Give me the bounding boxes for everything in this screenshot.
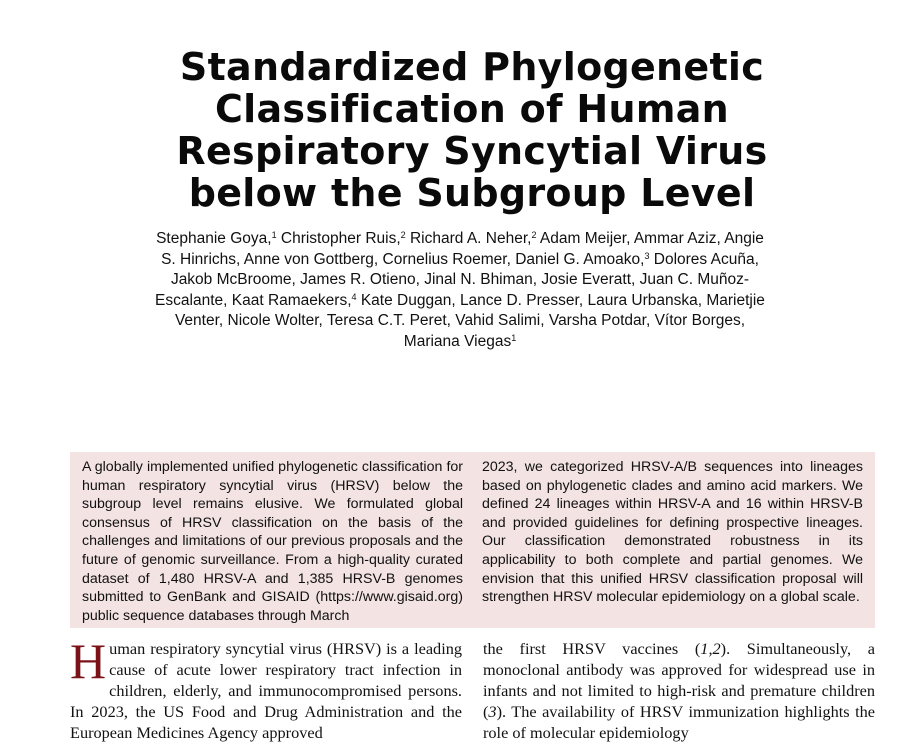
affiliation-marker: 3 xyxy=(644,250,650,261)
author-name: Richard A. Neher, xyxy=(409,230,532,247)
author-name: Kate Duggan, xyxy=(360,291,456,309)
body-paragraph-start: uman respiratory syncytial virus (HRSV) is a leading cause of acute lower respiratory tract infection in children, elderly, and immunocompromised persons. In 2023, the US Food and Drug Administration and the European Medicines Agency approved xyxy=(70,639,462,742)
author-name: Nicole Wolter, xyxy=(227,312,323,329)
body-column-left xyxy=(70,633,462,743)
drop-cap: H xyxy=(70,633,107,689)
affiliation-marker: 4 xyxy=(351,291,357,302)
author-name: Stephanie Goya, xyxy=(156,230,272,247)
abstract-box xyxy=(70,452,875,628)
body-column-right xyxy=(483,638,875,743)
author-name: Cornelius Roemer, xyxy=(382,250,511,268)
author-list xyxy=(150,229,770,352)
author-name: Christopher Ruis, xyxy=(280,230,401,247)
author-name: Teresa C.T. Peret, xyxy=(326,312,451,329)
author-name: Ammar Aziz, xyxy=(633,230,721,247)
author-name: Varsha Potdar, xyxy=(548,312,651,329)
author-name: Lance D. Presser, xyxy=(459,291,584,309)
author-name: Marietjie Venter, xyxy=(174,291,765,329)
affiliation-marker: 2 xyxy=(400,230,406,240)
body-text-segment: ). Simultaneously, a monoclonal antibody was approved for widespread use in infants and not limited to high-risk and premature children ( xyxy=(483,639,875,721)
author-name: Laura Urbanska, xyxy=(587,291,703,309)
author-name: Jakob McBroome, xyxy=(170,271,296,288)
body-text xyxy=(70,633,875,743)
author-name: Daniel G. Amoako, xyxy=(515,250,645,268)
abstract-column-right: 2023, we categorized HRSV-A/B sequences into lineages based on phylogenetic clades and amino acid markers. We defined 24 lineages within HRSV-A and 16 within HRSV-B and provided guidelines for defining prospective lineages. Our classification demonstrated robustness in its applicability to both complete and partial genomes. We envision that this unified HRSV classification proposal will strengthen HRSV molecular epidemiology on a global scale. xyxy=(482,459,863,606)
body-text-segment: the first HRSV vaccines ( xyxy=(483,639,701,658)
affiliation-marker: 1 xyxy=(511,332,517,343)
citation-ref: 1,2 xyxy=(700,639,721,658)
article-title: Standardized Phylogenetic Classification of Human Respiratory Syncytial Virus below the Subgroup Level xyxy=(176,45,768,215)
author-name: Anne von Gottberg, xyxy=(243,250,379,268)
author-name: Kaat Ramaekers, xyxy=(231,291,352,309)
author-name: Josie Everatt, xyxy=(541,271,636,288)
affiliation-marker: 1 xyxy=(271,230,277,240)
affiliation-marker: 2 xyxy=(531,230,537,240)
author-name: Vahid Salimi, xyxy=(455,312,545,329)
author-name: Dolores Acuña, xyxy=(653,250,759,268)
author-name: Juan C. Muñoz-Escalante, xyxy=(155,271,750,309)
author-name: Vítor Borges, xyxy=(654,312,746,329)
author-name: James R. Otieno, xyxy=(300,271,420,288)
author-name: Mariana Viegas xyxy=(403,332,512,350)
author-name: Jinal N. Bhiman, xyxy=(424,271,538,288)
author-name: Adam Meijer, xyxy=(539,230,631,247)
citation-ref: 3 xyxy=(488,702,497,721)
author-name: Angie S. Hinrichs, xyxy=(161,230,764,268)
abstract-column-left: A globally implemented unified phylogenetic classification for human respiratory syncytial virus (HRSV) below the subgroup level remains elusive. We formulated global consensus of HRSV classification on the basis of the challenges and limitations of our previous proposals and the future of genomic surveillance. From a high-quality curated dataset of 1,480 HRSV-A and 1,385 HRSV-B genomes submitted to GenBank and GISAID (https://www.gisaid.org) public sequence databases through March xyxy=(82,459,463,624)
body-text-segment: ). The availability of HRSV immunization highlights the role of molecular epidemiology xyxy=(483,702,875,742)
